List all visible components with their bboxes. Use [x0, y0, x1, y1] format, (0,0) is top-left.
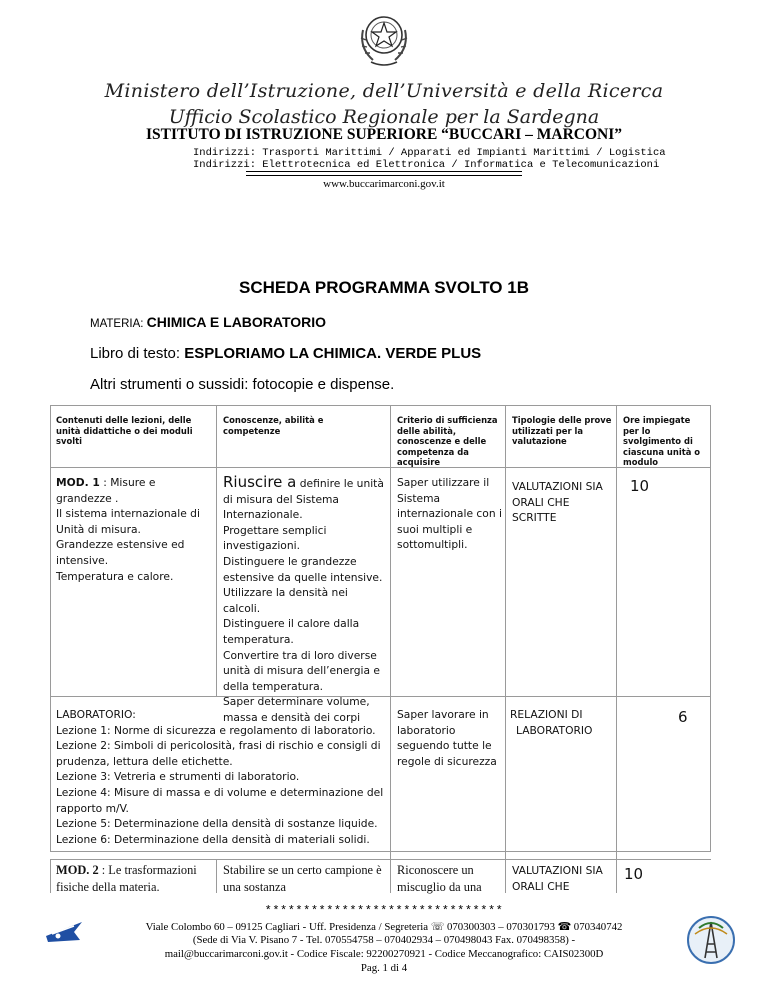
mod2-ore: 10 [624, 865, 644, 883]
mod2-conoscenze: Stabilire se un certo campione è una sostanza [223, 863, 382, 894]
mod2-title-text: : Le trasformazioni fisiche della materia. [56, 863, 197, 894]
mod1-topic: Temperatura e calore. [56, 569, 174, 583]
table-rule [616, 405, 617, 893]
lab-ore: 6 [678, 708, 688, 726]
italian-republic-emblem [355, 8, 413, 68]
table-rule [216, 405, 217, 696]
mod1-competence: Saper determinare volume, massa e densità dei corpi [223, 695, 370, 724]
ministry-line: Ministero dell’Istruzione, dell’Università e della Ricerca [104, 80, 664, 102]
header-ore: Ore impiegate per lo svolgimento di ciascuna unità o modulo [623, 415, 701, 467]
footer-secondary-site: (Sede di Via V. Pisano 7 - Tel. 070554758 – 070402934 – 070498043 Fax. 070498358) - [192, 934, 576, 946]
school-name: ISTITUTO DI ISTRUZIONE SUPERIORE “BUCCARI – MARCONI” [146, 126, 622, 143]
header-contenuti: Contenuti delle lezioni, delle unità didattiche o dei moduli svolti [56, 415, 193, 446]
mod1-title-text: : Misure e grandezze . [56, 476, 156, 505]
mod1-conoscenze [223, 475, 385, 726]
table-rule [50, 851, 711, 852]
table-rule [50, 859, 51, 893]
lab-line: Lezione 1: Norme di sicurezza e regolamento di laboratorio. [56, 723, 376, 737]
mod2-criterio: Riconoscere un miscuglio da una [397, 863, 482, 894]
mod2-tipologie: VALUTAZIONI SIA ORALI CHE [512, 864, 603, 893]
table-rule [505, 405, 506, 893]
mod1-topic: Grandezze estensive ed intensive. [56, 538, 185, 567]
mod1-competence-rest: definire le unità di misura del Sistema Internazionale. [223, 477, 384, 522]
table-rule [50, 467, 711, 468]
lab-line: LABORATORIO: [56, 708, 136, 721]
lab-line: Lezione 3: Vetreria e strumenti di laboratorio. [56, 770, 300, 784]
table-rule [50, 405, 711, 406]
lab-line: Lezione 4: Misure di massa e di volume e determinazione del rapporto m/V. [56, 785, 384, 815]
mod1-competence: Utilizzare la densità nei calcoli. [223, 586, 348, 615]
mod1-competence: Distinguere le grandezze estensive da quelle intensive. [223, 554, 383, 584]
table-rule [710, 405, 711, 851]
table-rule [50, 405, 51, 851]
mod1-competence: Distinguere il calore dalla temperatura. [223, 617, 360, 646]
textbook-label: Libro di testo: [90, 345, 185, 362]
materia-value: CHIMICA E LABORATORIO [146, 314, 327, 330]
header-separator [246, 171, 522, 176]
materia-line [90, 314, 326, 330]
textbook-line [90, 345, 481, 362]
footer-separator: ******************************* [264, 904, 504, 918]
mod1-tipologie: VALUTAZIONI SIA ORALI CHE SCRITTE [512, 480, 603, 525]
materia-label: MATERIA: [90, 318, 147, 330]
mod1-competence: Progettare semplici investigazioni. [223, 523, 327, 553]
page-title: SCHEDA PROGRAMMA SVOLTO 1B [239, 278, 529, 297]
footer-codes: mail@buccarimarconi.gov.it - Codice Fiscale: 92200270921 - Codice Meccanografico: CAIS02300D [164, 948, 604, 960]
mod1-title [56, 475, 212, 506]
table-rule [50, 859, 711, 860]
header-conoscenze: Conoscenze, abilità e competenze [223, 415, 324, 436]
textbook-value: ESPLORIAMO LA CHIMICA. VERDE PLUS [184, 345, 482, 362]
indirizzi-line-1: Indirizzi: Trasporti Marittimi / Apparati ed Impianti Marittimi / Logistica [193, 147, 666, 159]
indirizzi-line-2: Indirizzi: Elettrotecnica ed Elettronica / Informatica e Telecomunicazioni [193, 159, 660, 171]
mod1-competence: Convertire tra di loro diverse unità di misura dell’energia e della temperatura. [223, 648, 380, 693]
lab-tipologie-line: RELAZIONI DI [510, 708, 583, 721]
mod1-competence-lead: Riuscire a [223, 473, 297, 491]
lab-criterio: Saper lavorare in laboratorio seguendo tutte le regole di sicurezza [397, 708, 497, 768]
header-criterio: Criterio di sufficienza delle abilità, conoscenze e delle competenza da acquisire [397, 415, 498, 467]
lab-tipologie-line: LABORATORIO [516, 723, 593, 737]
program-table [50, 405, 711, 893]
mod1-contenuti [56, 475, 212, 584]
footer-address: Viale Colombo 60 – 09125 Cagliari - Uff. Presidenza / Segreteria ☏ 070300303 – 070301793 ☎ 070340742 [145, 921, 623, 933]
header-tipologie: Tipologie delle prove utilizzati per la valutazione [512, 415, 612, 446]
table-rule [216, 859, 217, 893]
mod1-topic: Il sistema internazionale di Unità di misura. [56, 507, 200, 536]
lab-line: Lezione 2: Simboli di pericolosità, frasi di rischio e consigli di prudenza, lettura delle etichette. [56, 739, 381, 768]
mod1-competence [223, 475, 385, 523]
mod2-label: MOD. 2 [56, 863, 99, 877]
mod1-criterio: Saper utilizzare il Sistema internazionale con i suoi multipli e sottomultipli. [397, 476, 502, 552]
lab-line: Lezione 6: Determinazione della densità di materiali solidi. [56, 832, 370, 846]
lab-line: Lezione 5: Determinazione della densità di sostanze liquide. [56, 817, 378, 831]
other-materials-line: Altri strumenti o sussidi: fotocopie e dispense. [90, 376, 395, 393]
table-rule [390, 405, 391, 893]
mod1-ore: 10 [630, 477, 650, 495]
regional-office-line: Ufficio Scolastico Regionale per la Sardegna [168, 106, 600, 128]
mod2-contenuti [56, 862, 214, 895]
lab-contenuti [56, 707, 386, 847]
lab-tipologie [510, 707, 612, 738]
page-number: Pag. 1 di 4 [360, 962, 408, 974]
mod1-label: MOD. 1 [56, 476, 100, 489]
website-link[interactable]: www.buccarimarconi.gov.it [323, 178, 445, 190]
